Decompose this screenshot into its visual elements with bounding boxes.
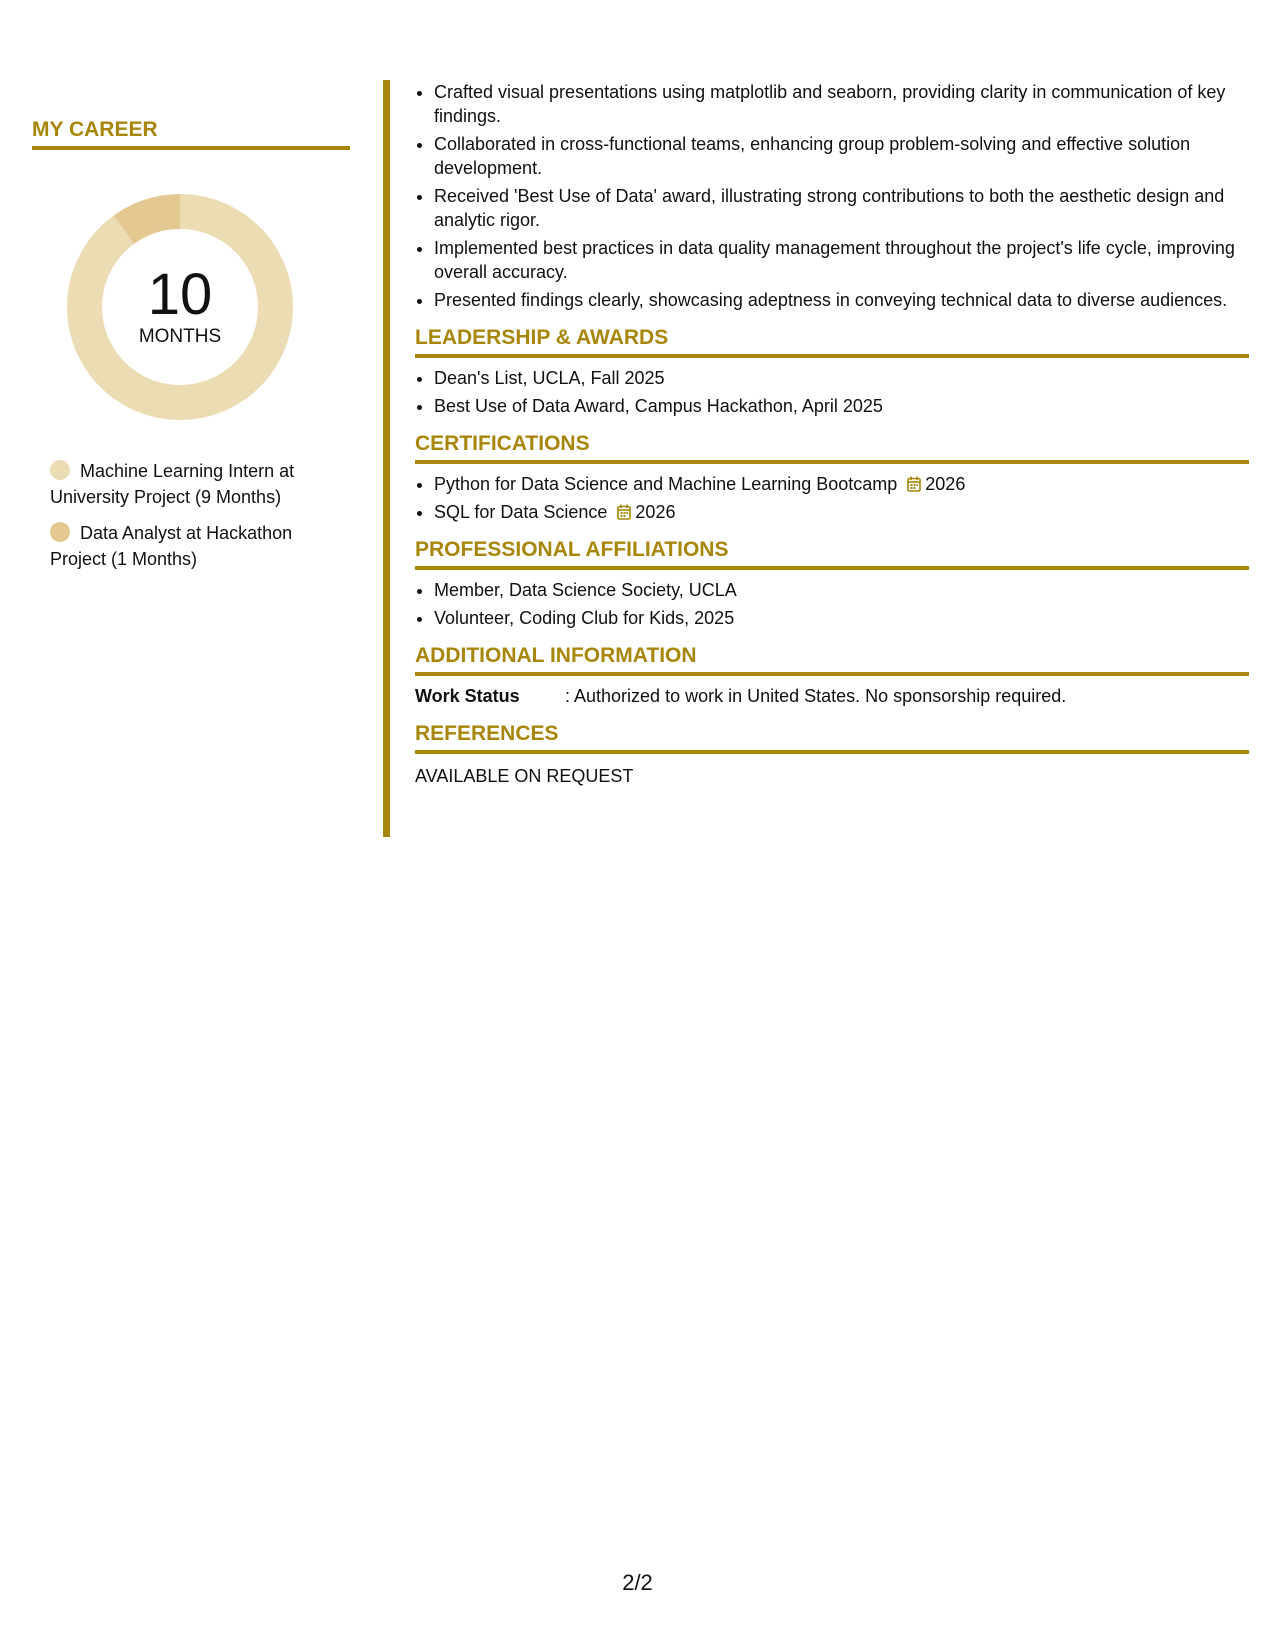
affiliations-list bbox=[415, 578, 1249, 630]
list-item: • Volunteer, Coding Club for Kids, 2025 bbox=[434, 606, 1249, 630]
references-title: REFERENCES bbox=[415, 722, 1249, 754]
certifications-title: CERTIFICATIONS bbox=[415, 432, 1249, 464]
leadership-title: LEADERSHIP & AWARDS bbox=[415, 326, 1249, 358]
column-divider bbox=[383, 80, 390, 837]
certification-name: SQL for Data Science bbox=[434, 502, 608, 522]
list-item bbox=[434, 500, 1249, 524]
additional-info-title: ADDITIONAL INFORMATION bbox=[415, 644, 1249, 676]
certification-year: 2026 bbox=[635, 502, 676, 522]
list-item: • Collaborated in cross-functional teams, enhancing group problem-solving and effective solution development. bbox=[434, 132, 1249, 180]
certification-year: 2026 bbox=[925, 474, 966, 494]
list-item: • Crafted visual presentations using matplotlib and seaborn, providing clarity in communication of key findings. bbox=[434, 80, 1249, 128]
page-number: 2/2 bbox=[622, 1570, 653, 1595]
certifications-list bbox=[415, 472, 1249, 524]
work-status-row bbox=[415, 684, 1249, 708]
legend-item bbox=[50, 520, 340, 572]
legend-label: Data Analyst at Hackathon Project (1 Months) bbox=[50, 523, 293, 569]
list-item: • Member, Data Science Society, UCLA bbox=[434, 578, 1249, 602]
total-months-number: 10 bbox=[147, 262, 213, 327]
affiliations-title: PROFESSIONAL AFFILIATIONS bbox=[415, 538, 1249, 570]
leadership-list bbox=[415, 366, 1249, 418]
career-donut-chart bbox=[65, 192, 295, 422]
list-item: • Presented findings clearly, showcasing adeptness in conveying technical data to diverse audiences. bbox=[434, 288, 1249, 312]
calendar-icon bbox=[907, 474, 921, 490]
total-months-unit: MONTHS bbox=[138, 326, 222, 347]
donut-center bbox=[65, 192, 295, 422]
career-panel bbox=[32, 118, 352, 582]
career-legend bbox=[50, 458, 352, 572]
list-item: • Dean's List, UCLA, Fall 2025 bbox=[434, 366, 1249, 390]
references-text: AVAILABLE ON REQUEST bbox=[415, 766, 634, 786]
career-title: MY CAREER bbox=[32, 118, 350, 150]
main-content bbox=[415, 80, 1249, 788]
list-item: • Implemented best practices in data quality management throughout the project's life cycle, improving overall accuracy. bbox=[434, 236, 1249, 284]
legend-item bbox=[50, 458, 340, 510]
legend-swatch-0 bbox=[50, 460, 70, 480]
list-item bbox=[434, 472, 1249, 496]
legend-label: Machine Learning Intern at University Project (9 Months) bbox=[50, 461, 295, 507]
work-status-value: : Authorized to work in United States. No sponsorship required. bbox=[565, 686, 1067, 706]
list-item: • Received 'Best Use of Data' award, illustrating strong contributions to both the aesthetic design and analytic rigor. bbox=[434, 184, 1249, 232]
calendar-icon bbox=[617, 502, 631, 518]
work-status-label: Work Status bbox=[415, 686, 520, 706]
certification-name: Python for Data Science and Machine Learning Bootcamp bbox=[434, 474, 898, 494]
experience-bullets bbox=[415, 80, 1249, 312]
list-item: • Best Use of Data Award, Campus Hackathon, April 2025 bbox=[434, 394, 1249, 418]
legend-swatch-1 bbox=[50, 522, 70, 542]
